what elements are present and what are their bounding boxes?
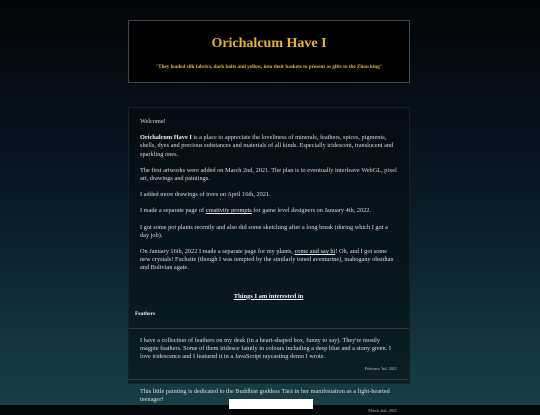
welcome-text: Welcome! xyxy=(140,118,166,125)
come-and-say-hi-link[interactable]: come and say hi xyxy=(294,248,336,256)
site-name-bold: Orichalcum Have I xyxy=(140,134,192,142)
divider xyxy=(129,328,409,329)
prompts-text-after: for game level designers on January 4th, 2022. xyxy=(251,207,371,215)
artwork-image xyxy=(229,399,313,409)
intro-paragraph xyxy=(140,134,397,159)
main-content xyxy=(128,107,410,414)
prompts-paragraph xyxy=(140,207,397,215)
tara-entry-date: March 2nd, 2021 xyxy=(368,408,397,414)
site-title: Orichalcum Have I xyxy=(211,36,327,51)
first-artworks-paragraph: The first artworks were added on March 2nd, 2021. The plan is to eventually interleave WebGL, pixel art, drawings and paintings. xyxy=(140,166,397,183)
divider xyxy=(129,379,409,380)
interests-heading[interactable]: Things I am interested in xyxy=(233,292,304,300)
intro-text: is a place to appreciate the loveliness of minerals, feathers, spices, pigments, shells, dyes and precious substances and materials of all kinds. Especially iridescent, translucent and sparkling ones. xyxy=(140,134,394,158)
prompts-text-before: I made a separate page of xyxy=(140,207,206,215)
plants-text-after: ! Oh, and I got some new crystals! Fuchsite (though I was tempted by the similarly toned aventurine), mahogany obsidian and Bolivian agate. xyxy=(140,248,394,272)
feathers-entry-text: I have a collection of feathers on my desk (in a heart-shaped box, funny to say). They're mostly magpie feathers. Some of them iridesce faintly in colours including a deep blue and a stony green. I love iridescence and I featured it in a JavaScript raycasting demo I wrote. xyxy=(140,337,391,361)
feathers-subheading: Feathers xyxy=(135,310,156,317)
tara-entry-text: This little painting is dedicated to the Buddhist goddess Tārā in her manifestation as a light-hearted teenager! xyxy=(140,387,390,404)
plants-text-before: On January 16th, 2022 I made a separate page for my plants, xyxy=(140,248,295,256)
trees-paragraph: I added more drawings of trees on April 16th, 2021. xyxy=(140,191,271,199)
feathers-entry-date: February 3rd, 2021 xyxy=(364,365,397,371)
plants-page-paragraph xyxy=(140,248,397,273)
creativity-prompts-link[interactable]: creativity prompts xyxy=(205,207,252,215)
site-header xyxy=(128,20,410,83)
site-tagline: "They loaded silk fabrics, dark bolts and yellow, into their baskets to present as gifts to the Zhou king" xyxy=(155,64,383,70)
pot-plants-paragraph: I got some pot plants recently and also did some sketching after a long break (during which I got a day job). xyxy=(140,223,388,239)
